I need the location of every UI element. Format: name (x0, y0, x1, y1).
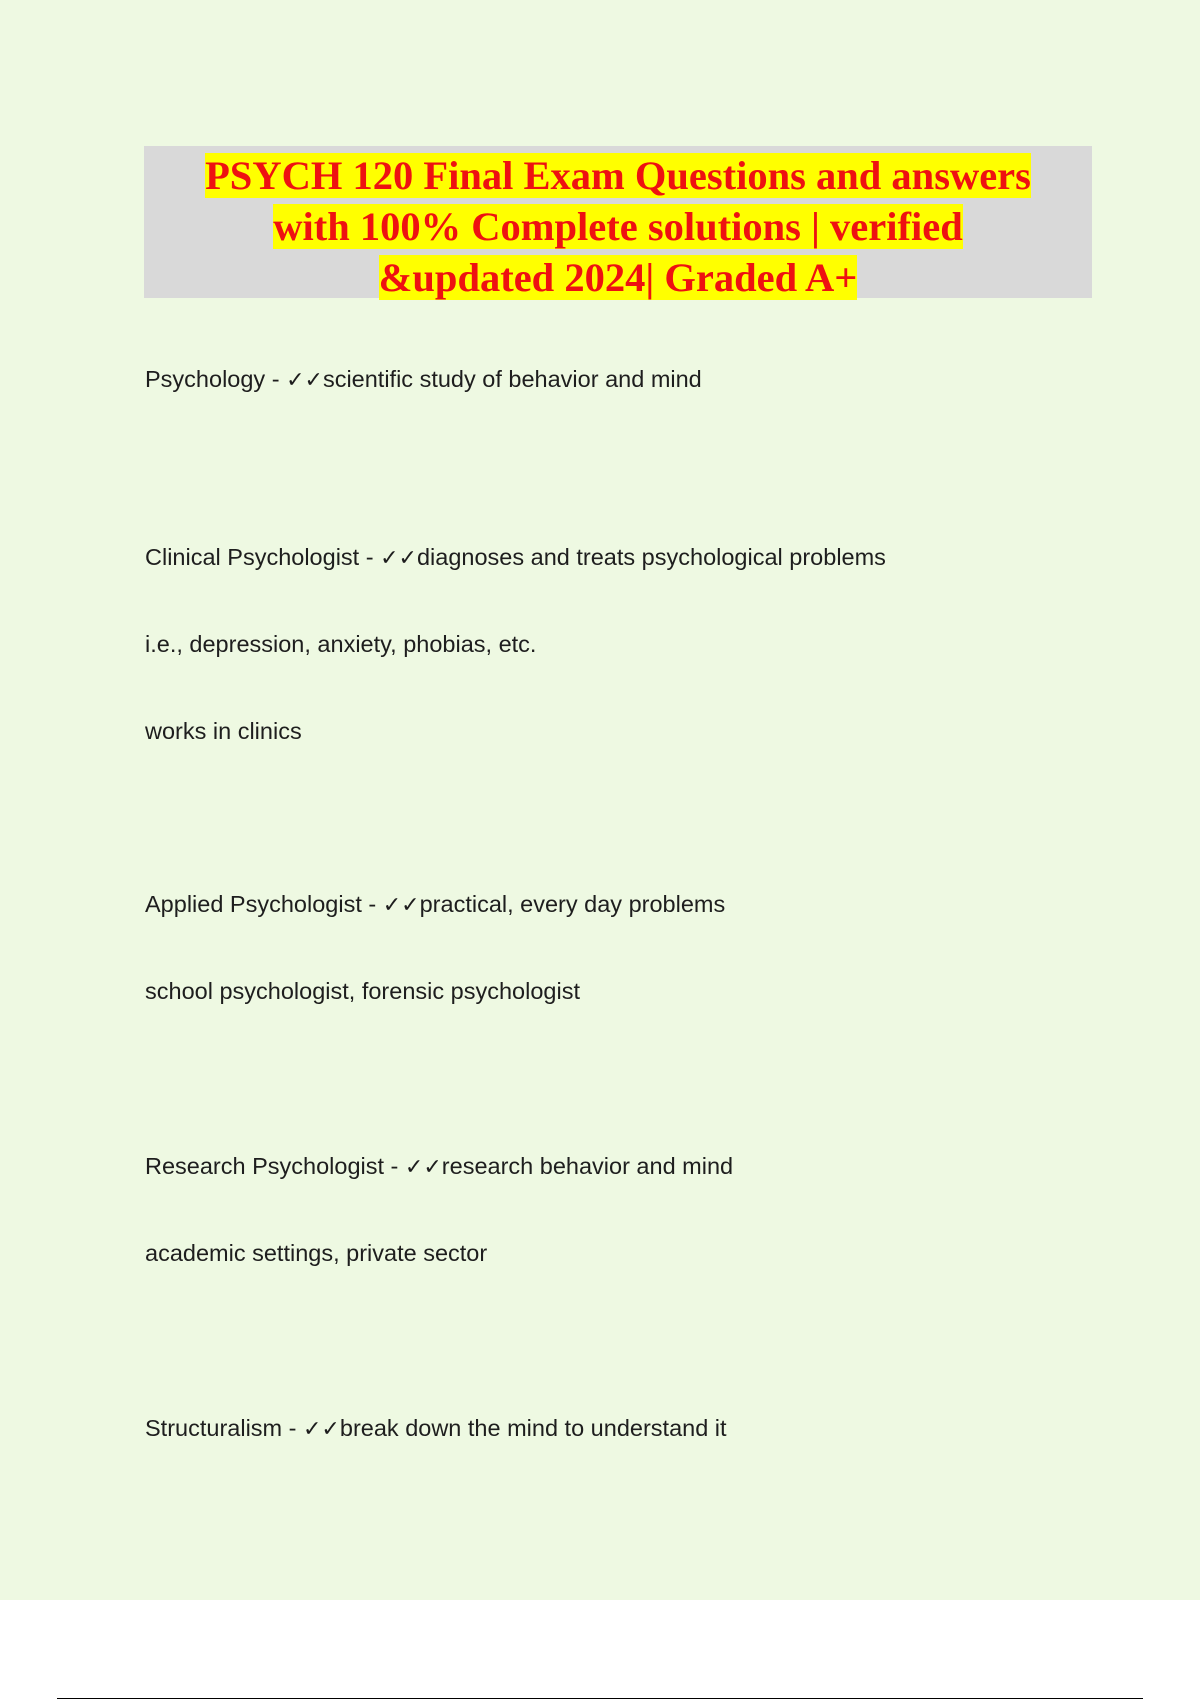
entry-term: Structuralism - (145, 1415, 303, 1441)
double-check-icon: ✓✓ (286, 368, 323, 393)
entry-structuralism (145, 1415, 727, 1442)
title-line-text: with 100% Complete solutions | verified (273, 204, 963, 249)
entry-detail: school psychologist, forensic psychologist (145, 978, 580, 1004)
entry-detail: academic settings, private sector (145, 1240, 488, 1266)
entry-psychology (145, 366, 702, 393)
title-line-text: &updated 2024| Graded A+ (378, 255, 858, 300)
double-check-icon: ✓✓ (380, 546, 417, 571)
entry-definition: practical, every day problems (419, 891, 726, 917)
entry-definition: scientific study of behavior and mind (322, 366, 702, 392)
title-line (144, 252, 1092, 303)
footer-divider (57, 1698, 1143, 1699)
title-box (144, 146, 1092, 298)
entry-detail: works in clinics (145, 718, 302, 744)
entry-term: Research Psychologist - (145, 1153, 405, 1179)
entry-definition: research behavior and mind (441, 1153, 734, 1179)
double-check-icon: ✓✓ (382, 893, 420, 918)
entry-research-psychologist (145, 1153, 733, 1180)
entry-definition: diagnoses and treats psychological problems (416, 544, 886, 570)
double-check-icon: ✓✓ (303, 1417, 340, 1442)
title-line (144, 150, 1092, 201)
title-line-text: PSYCH 120 Final Exam Questions and answers (205, 153, 1031, 198)
entry-detail: i.e., depression, anxiety, phobias, etc. (145, 631, 537, 657)
title-line (144, 201, 1092, 252)
entry-applied-psychologist (145, 891, 725, 918)
entry-term: Psychology - (145, 366, 287, 392)
entry-clinical-psychologist (145, 544, 886, 571)
entry-definition: break down the mind to understand it (339, 1415, 727, 1441)
double-check-icon: ✓✓ (404, 1155, 442, 1180)
document-title (144, 146, 1092, 303)
entry-term: Clinical Psychologist - (145, 544, 381, 570)
entry-term: Applied Psychologist - (145, 891, 383, 917)
